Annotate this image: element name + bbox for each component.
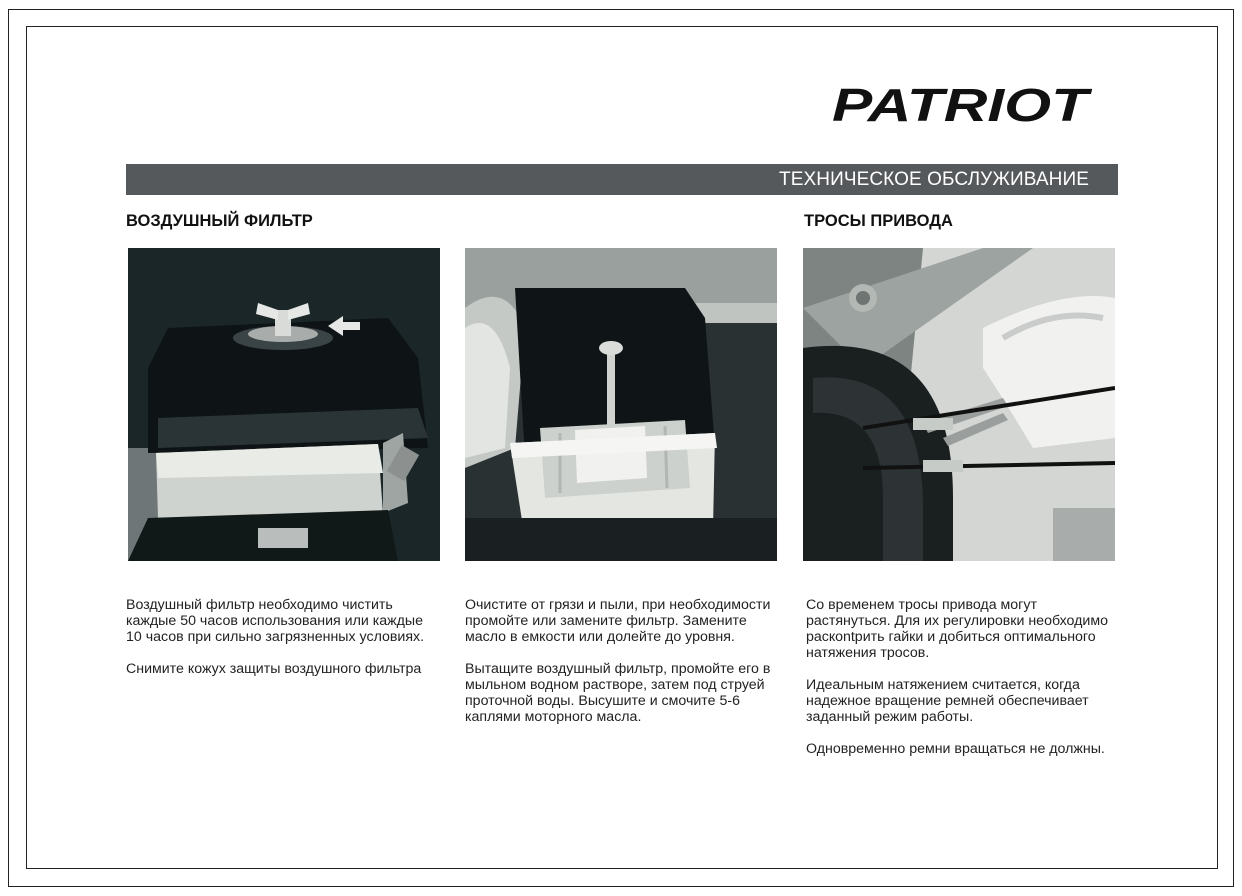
paragraph: Со временем тросы привода могут растянуться. Для их регулировки необходимо раскontрить гайки и добиться оптимального натяжения тросов. [806,597,1108,661]
paragraph: Одновременно ремни вращаться не должны. [806,741,1105,757]
heading-air-filter: ВОЗДУШНЫЙ ФИЛЬТР [126,212,313,230]
section-title: ТЕХНИЧЕСКОЕ ОБСЛУЖИВАНИЕ [779,169,1089,190]
section-header-bar [126,164,1118,195]
photo-drive-cables [803,248,1115,561]
logo-text: PATRIOT [832,80,1092,128]
heading-drive-cables: ТРОСЫ ПРИВОДА [804,212,953,230]
paragraph: Идеальным натяжением считается, когда надежное вращение ремней обеспечивает заданный режим работы. [806,677,1089,725]
paragraph: Воздушный фильтр необходимо чистить каждые 50 часов использования или каждые 10 часов при сильно загрязненных условиях. [126,597,425,645]
paragraph: Вытащите воздушный фильтр, промойте его в мыльном водном растворе, затем под струей проточной воды. Высушите и смочите 5-6 каплями моторного масла. [465,661,771,725]
photo-air-filter-cover [128,248,440,561]
text-drive-cables [806,597,1116,773]
text-filter-cleaning [465,597,785,741]
text-air-filter [126,597,441,693]
paragraph: Снимите кожух защиты воздушного фильтра [126,661,422,677]
photo-filter-oil-bath [465,248,777,561]
patriot-logo [830,80,1092,128]
paragraph: Очистите от грязи и пыли, при необходимости промойте или замените фильтр. Замените масло в емкости или долейте до уровня. [465,597,771,645]
